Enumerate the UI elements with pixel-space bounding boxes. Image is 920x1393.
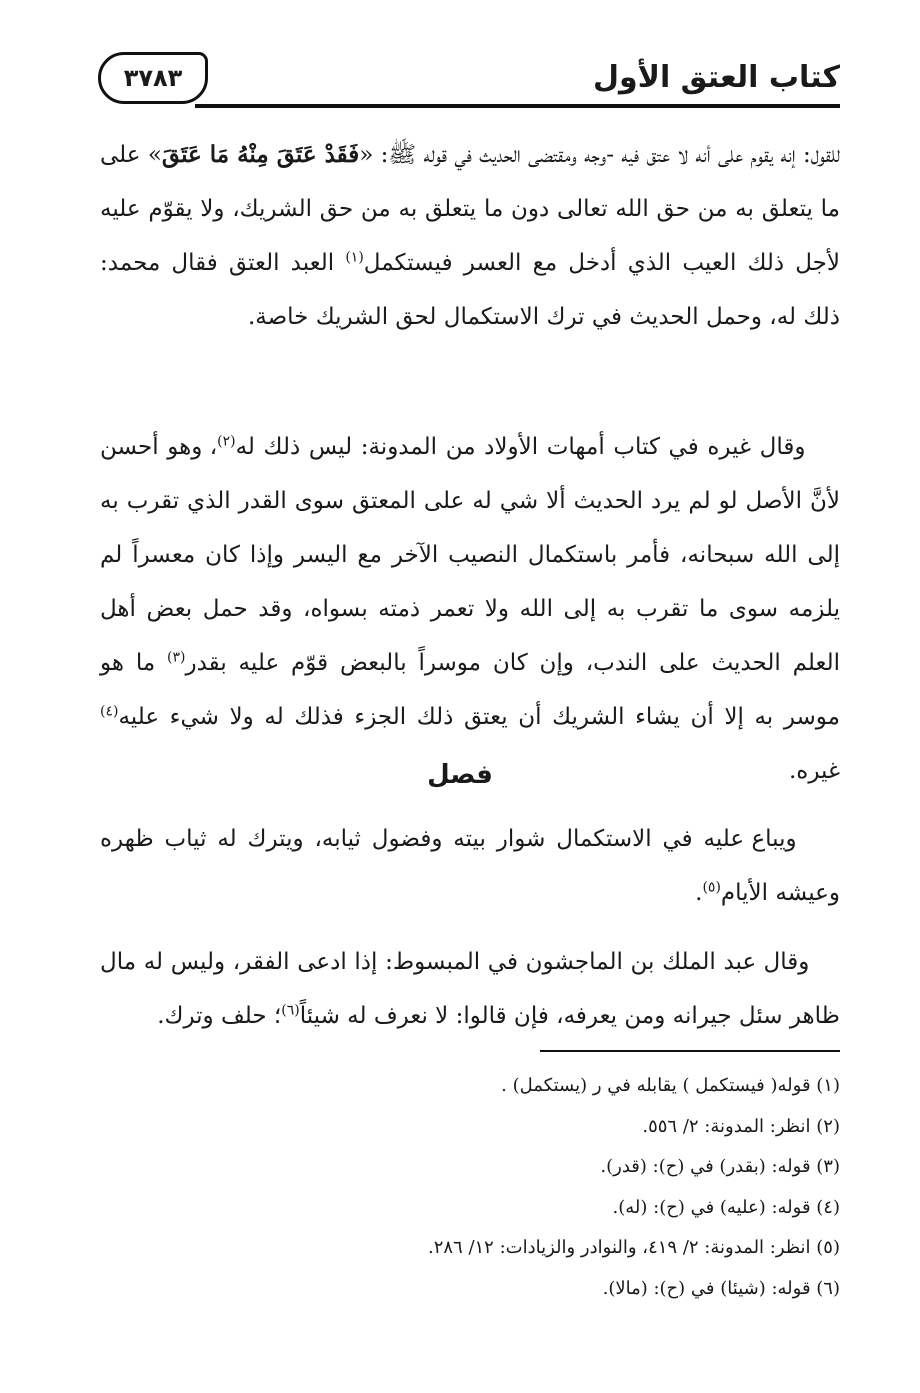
text-run: العبد العتق فقال محمد: ذلك له، وحمل الحديث في ترك الاستكمال لحق الشريك خاصة. [100, 250, 840, 330]
footnote-ref-6[interactable]: (٦) [281, 1002, 300, 1019]
body-paragraph-1 [100, 128, 840, 344]
body-paragraph-4 [100, 935, 840, 1043]
footnote-separator [540, 1050, 840, 1052]
text-run: ويباع عليه في الاستكمال شوار بيته وفضول ثيابه، ويترك له ثياب ظهره وعيشه الأيام [100, 826, 840, 906]
body-paragraph-3 [100, 812, 840, 920]
text-run: غيره. [788, 758, 840, 784]
footnote-item: (١) قوله( فيستكمل ) يقابله في ر (يستكمل) . [501, 1075, 840, 1096]
paragraph-text [100, 128, 840, 344]
text-run: » على ما يتعلق به من حق الله تعالى دون ما يتعلق به من حق الشريك، ولا يقوّم عليه لأجل ذلك العيب الذي أدخل مع العسر فيستكمل [100, 142, 841, 276]
text-run: وقال عبد الملك بن الماجشون في المبسوط: إذا ادعى الفقر، وليس له مال ظاهر سئل جيرانه ومن يعرفه، فإن قالوا: لا نعرف له شيئاً [100, 949, 840, 1029]
footnote-item: (٣) قوله: (بقدر) في (ح): (قدر). [600, 1156, 840, 1177]
text-run: ؛ حلف وترك. [157, 1003, 282, 1029]
footnote-ref-5[interactable]: (٥) [702, 879, 721, 896]
text-run: ما هو موسر به إلا أن يشاء الشريك أن يعتق ذلك الجزء فذلك له ولا شيء عليه [100, 650, 840, 730]
body-paragraph-2 [100, 420, 840, 798]
page-number-badge [98, 52, 208, 104]
running-header-title: كتاب العتق الأول [592, 60, 840, 95]
footnotes-list [100, 1066, 840, 1309]
text-run: وقال غيره في كتاب أمهات الأولاد من المدونة: ليس ذلك له [235, 434, 806, 460]
footnote-item: (٤) قوله: (عليه) في (ح): (له). [612, 1196, 840, 1218]
hadith-quote: فَقَدْ عَتَقَ مِنْهُ مَا عَتَقَ [161, 141, 360, 168]
paragraph-text [100, 935, 840, 1043]
footnote-ref-1[interactable]: (١) [345, 249, 364, 266]
page-number: ٣٧٨٣ [123, 64, 183, 92]
section-heading: فصل [427, 760, 493, 790]
footnote-ref-4[interactable]: (٤) [100, 703, 119, 720]
footnote-ref-3[interactable]: (٣) [167, 649, 186, 666]
text-run: ، وهو أحسن لأنَّ الأصل لو لم يرد الحديث ألا شي له على المعتق سوى القدر الذي تقرب به إلى الله سبحانه، فأمر باستكمال النصيب الآخر مع اليسر وإذا كان معسراً لم يلزمه سوى ما تقرب به إلى الله ولا تعمر ذمته بسواه، وقد حمل بعض أهل العلم الحديث على الندب، وإن كان موسراً بالبعض قوّم عليه بقدر [100, 434, 840, 676]
header-rule [195, 104, 840, 108]
text-run: . [695, 880, 703, 906]
paragraph-text [100, 812, 840, 920]
footnote-ref-2[interactable]: (٢) [217, 433, 236, 450]
paragraph-text [100, 420, 840, 798]
footnote-item: (٦) قوله: (شيئا) في (ح): (مالا). [602, 1277, 840, 1299]
footnote-item: (٢) انظر: المدونة: ٢/ ٥٥٦. [642, 1115, 840, 1137]
footnote-item: (٥) انظر: المدونة: ٢/ ٤١٩، والنوادر والزيادات: ١٢/ ٢٨٦. [427, 1237, 840, 1258]
text-run: للقول: إنه يقوم على أنه لا عتق فيه -وجه ومقتضى الحديث في قوله ﷺ: « [359, 142, 840, 168]
